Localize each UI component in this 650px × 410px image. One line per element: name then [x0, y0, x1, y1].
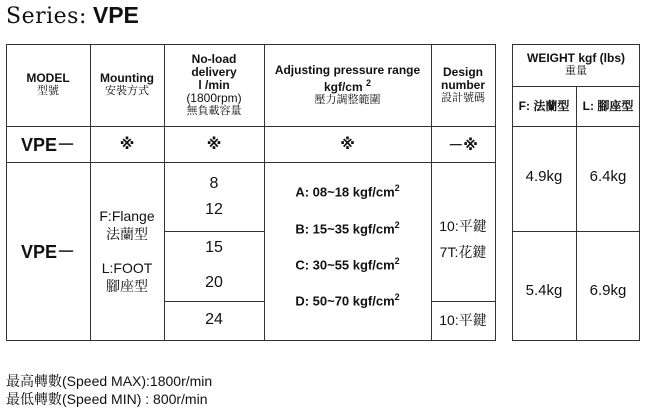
header-mounting: Mounting 安裝方式 [100, 71, 154, 97]
pressure-range: A: 08~18 kgf/$cm^2$ [295, 182, 400, 200]
code-mounting: ※ [119, 136, 135, 153]
delivery-value: 24 [205, 311, 223, 328]
weight-value: 6.4kg [589, 167, 627, 185]
speed-max-note: 最高轉數(Speed MAX):1800r/min [6, 373, 213, 389]
header-delivery: No-load delivery l /min (1800rpm) 無負載容量 [186, 51, 242, 117]
mounting-flange: F:Flange [99, 208, 155, 224]
weight-value: 4.9kg [525, 167, 563, 185]
header-design: Design number 設計號碼 [440, 64, 485, 104]
weight-title: WEIGHT kgf (lbs) 重量 [527, 51, 625, 77]
pressure-range: C: 30~55 kgf/$cm^2$ [295, 255, 400, 273]
delivery-value: 20 [205, 274, 223, 291]
code-model: VPE－ [20, 135, 76, 155]
code-delivery: ※ [206, 136, 222, 153]
weight-col-foot: L: 腳座型 [582, 98, 634, 113]
series-title [6, 2, 139, 29]
weight-col-flange: F: 法蘭型 [518, 98, 570, 113]
code-design: －※ [448, 136, 478, 154]
mounting-flange-zh: 法蘭型 [106, 226, 148, 242]
mounting-foot-zh: 腳座型 [106, 278, 148, 294]
design-number: 10:平鍵 [439, 218, 487, 234]
body-model: VPE－ [20, 242, 76, 262]
delivery-value: 8 [209, 175, 219, 192]
mounting-foot: L:FOOT [101, 260, 153, 276]
pressure-range: B: 15~35 kgf/$cm^2$ [295, 219, 400, 237]
header-model: MODEL 型號 [26, 71, 70, 97]
design-number: 7T:花鍵 [439, 244, 487, 260]
body-mounting [90, 162, 164, 340]
delivery-value: 15 [205, 239, 223, 256]
weight-value: 6.9kg [589, 281, 627, 299]
weight-value: 5.4kg [525, 281, 563, 299]
pressure-range: D: 50~70 kgf/$cm^2$ [295, 291, 400, 309]
design-number: 10:平鍵 [439, 312, 487, 328]
delivery-value: 12 [205, 201, 223, 218]
header-pressure: Adjusting pressure range kgf/cm $^2$ 壓力調整範圍 [274, 63, 421, 106]
series-prefix: Series: [6, 4, 87, 29]
speed-min-note: 最低轉數(Speed MIN) : 800r/min [6, 391, 208, 407]
code-pressure: ※ [340, 136, 355, 153]
series-code: VPE [92, 2, 139, 28]
